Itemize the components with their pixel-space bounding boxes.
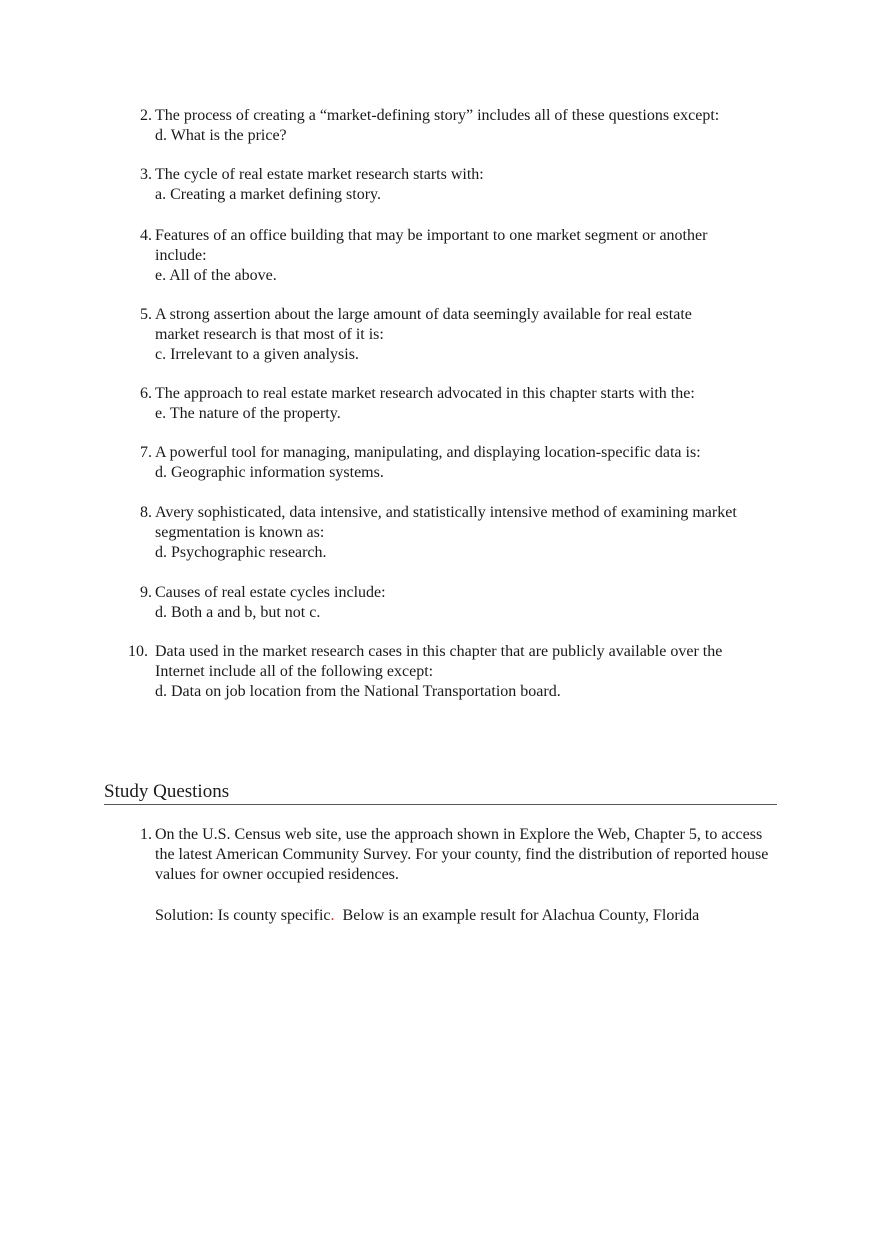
question-8: [128, 503, 778, 563]
question-stem: The process of creating a “market-defining story” includes all of these questions except:: [155, 107, 720, 124]
question-number: 5.: [140, 306, 152, 323]
question-2: [128, 106, 778, 146]
question-number: 8.: [140, 504, 152, 521]
question-stem: Features of an office building that may be important to one market segment or another include:: [155, 227, 708, 264]
question-4: [128, 226, 778, 286]
question-answer: d. Both a and b, but not c.: [155, 604, 321, 621]
question-answer: a. Creating a market defining story.: [155, 186, 381, 203]
question-number: 9.: [140, 584, 152, 601]
question-answer: d. What is the price?: [155, 127, 287, 144]
question-stem: A strong assertion about the large amount of data seemingly available for real estate market research is that most of it is:: [155, 306, 692, 343]
question-number: 2.: [140, 107, 152, 124]
section-heading: Study Questions: [104, 780, 777, 805]
question-number: 3.: [140, 166, 152, 183]
question-stem: Causes of real estate cycles include:: [155, 584, 386, 601]
question-7: [128, 443, 778, 483]
question-stem: The cycle of real estate market research starts with:: [155, 166, 484, 183]
question-answer: c. Irrelevant to a given analysis.: [155, 346, 359, 363]
question-answer: d. Data on job location from the National Transportation board.: [155, 683, 561, 700]
question-stem: Avery sophisticated, data intensive, and statistically intensive method of examining market segmentation is known as:: [155, 504, 737, 541]
solution-text: Below is an example result for Alachua County, Florida: [334, 907, 700, 924]
question-number: 10.: [128, 643, 148, 660]
question-answer: e. The nature of the property.: [155, 405, 341, 422]
question-5: [128, 305, 778, 365]
question-stem: Data used in the market research cases in this chapter that are publicly available over the Internet include all of the following except:: [155, 643, 723, 680]
question-number: 1.: [140, 826, 152, 843]
question-stem: On the U.S. Census web site, use the approach shown in Explore the Web, Chapter 5, to access the latest American Community Survey. For your county, find the distribution of reported house values for owner occupied residences.: [155, 826, 769, 883]
question-answer: e. All of the above.: [155, 267, 277, 284]
question-number: 7.: [140, 444, 152, 461]
solution-label: Solution: Is county specific: [155, 907, 331, 924]
question-answer: d. Geographic information systems.: [155, 464, 384, 481]
question-9: [128, 583, 778, 623]
question-10: [128, 642, 778, 702]
question-number: 6.: [140, 385, 152, 402]
question-answer: d. Psychographic research.: [155, 544, 327, 561]
solution-line: [155, 906, 795, 926]
question-3: [128, 165, 778, 205]
solution-dot: .: [330, 907, 335, 924]
study-question-1: [128, 825, 778, 885]
question-stem: The approach to real estate market research advocated in this chapter starts with the:: [155, 385, 695, 402]
question-number: 4.: [140, 227, 152, 244]
question-stem: A powerful tool for managing, manipulating, and displaying location-specific data is:: [155, 444, 701, 461]
question-6: [128, 384, 778, 424]
